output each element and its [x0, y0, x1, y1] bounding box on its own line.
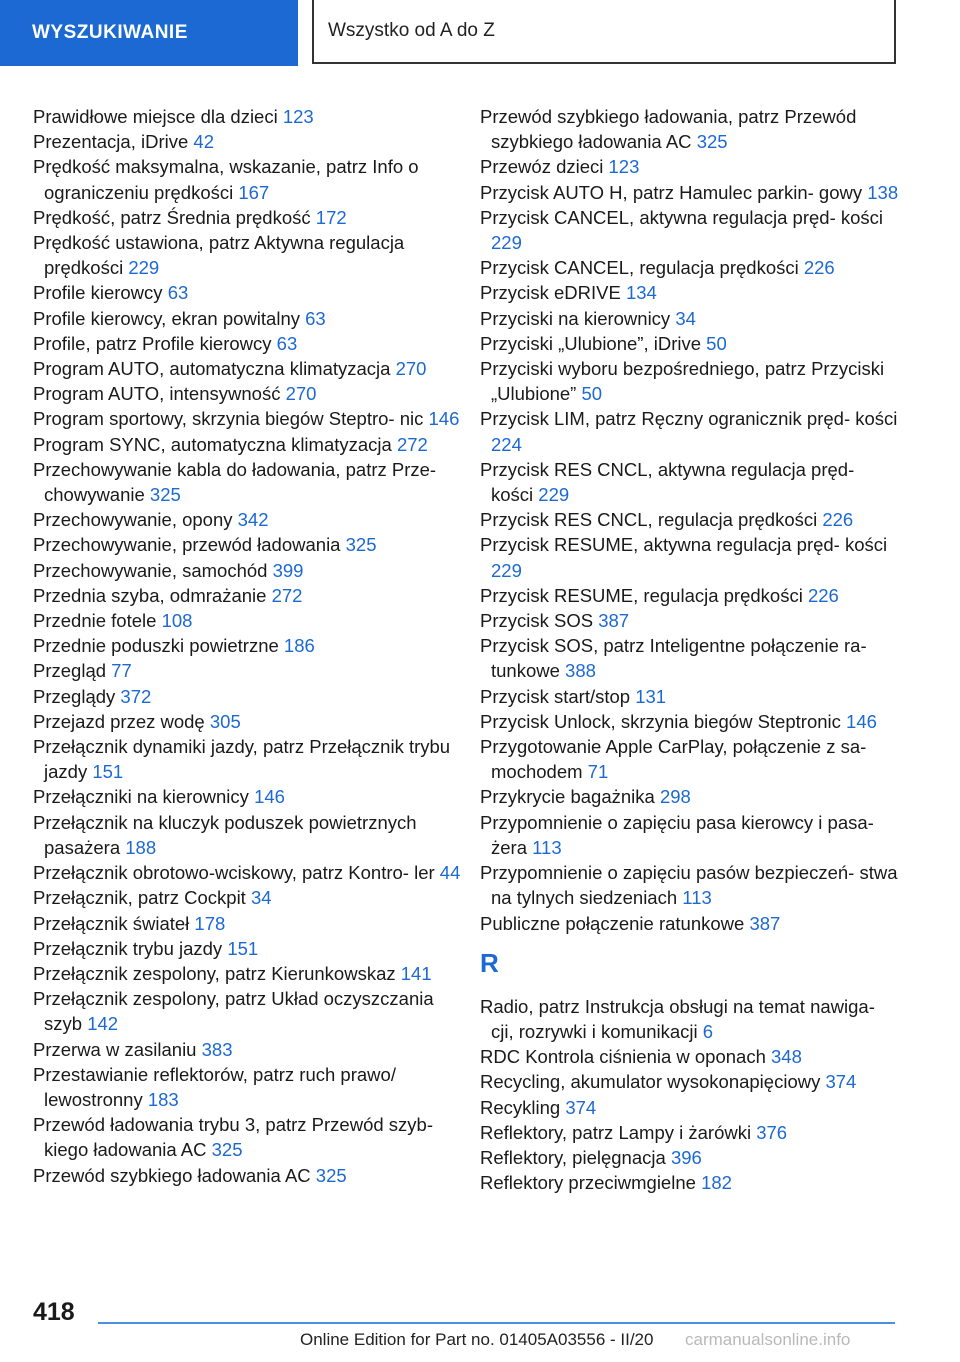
entry-text: Profile kierowcy, ekran powitalny — [33, 307, 306, 329]
page-link[interactable]: 146 — [846, 710, 877, 732]
header — [0, 0, 960, 66]
index-entry — [480, 1095, 900, 1120]
entry-text: Przełącznik trybu jazdy — [33, 937, 228, 959]
index-entry — [480, 1044, 900, 1069]
entry-text: Przycisk AUTO H, patrz Hamulec parkin‐ gowy — [480, 181, 868, 203]
page-link[interactable]: 113 — [682, 887, 712, 909]
entry-text: Przycisk SOS — [480, 610, 599, 632]
page-link[interactable]: 298 — [659, 786, 691, 808]
entry-text: Przełącznik dynamiki jazdy, patrz Przełącznik trybu jazdy — [33, 736, 451, 783]
page-link[interactable]: 270 — [285, 383, 317, 405]
index-entry — [480, 280, 900, 305]
page-link[interactable]: 229 — [491, 232, 522, 254]
index-entry — [33, 230, 463, 280]
page-link[interactable]: 141 — [400, 962, 432, 984]
index-entry — [480, 1170, 900, 1195]
entry-text: Przycisk CANCEL, regulacja prędkości — [480, 257, 804, 279]
watermark: carmanualsonline.info — [685, 1330, 851, 1349]
page-number: 418 — [33, 1298, 75, 1326]
entry-text: Przycisk RESUME, aktywna regulacja pręd‐ kości — [480, 534, 888, 556]
page-link[interactable]: 305 — [209, 710, 241, 732]
page-link[interactable]: 270 — [395, 358, 427, 380]
entry-text: Przycisk eDRIVE — [480, 282, 626, 304]
index-entry — [33, 1062, 463, 1112]
entry-text: Prędkość, patrz Średnia prędkość — [33, 206, 316, 228]
entry-text: Przycisk LIM, patrz Ręczny ogranicznik pręd‐ kości — [480, 408, 898, 430]
entry-text: Prawidłowe miejsce dla dzieci — [33, 106, 283, 127]
page-link[interactable]: 42 — [193, 131, 214, 153]
entry-text: Przednie poduszki powietrzne — [33, 635, 284, 657]
entry-text: RDC Kontrola ciśnienia w oponach — [480, 1046, 772, 1068]
entry-text: Przestawianie reflektorów, patrz ruch prawo/ lewostronny — [33, 1063, 396, 1110]
page-link[interactable]: 376 — [756, 1121, 788, 1143]
entry-text: Przełączniki na kierownicy — [33, 786, 255, 808]
index-entry — [480, 331, 900, 356]
entry-text: Przechowywanie, samochód — [33, 559, 273, 581]
page-link[interactable]: 71 — [587, 761, 609, 783]
entry-text: Przełącznik obrotowo-wciskowy, patrz Kontro‐ ler — [33, 862, 440, 884]
entry-text: Program AUTO, automatyczna klimatyzacja — [33, 358, 396, 380]
index-entry — [480, 784, 900, 809]
index-entry — [33, 734, 463, 784]
page-link[interactable]: 348 — [771, 1046, 802, 1068]
index-entry — [480, 911, 900, 936]
entry-text: Prędkość maksymalna, wskazanie, patrz Info o ograniczeniu prędkości — [33, 156, 419, 203]
index-entry — [33, 104, 463, 129]
page-link[interactable]: 388 — [565, 660, 596, 682]
index-entry — [480, 1145, 900, 1170]
page-link[interactable]: 151 — [92, 761, 124, 783]
index-entry — [33, 684, 463, 709]
page-link[interactable]: 188 — [125, 836, 157, 858]
index-entry — [33, 507, 463, 532]
index-entry — [33, 381, 463, 406]
index-entry — [480, 608, 900, 633]
page-link[interactable]: 325 — [345, 534, 377, 556]
page-link[interactable]: 77 — [111, 660, 132, 682]
entry-text: Profile, patrz Profile kierowcy — [33, 332, 277, 354]
page-link[interactable]: 178 — [194, 912, 226, 934]
index-entry — [33, 911, 463, 936]
entry-text: Przewód ładowania trybu 3, patrz Przewód szyb‐ kiego ładowania AC — [33, 1114, 433, 1161]
entry-text: Przyciski na kierownicy — [480, 307, 676, 329]
index-entry — [33, 633, 463, 658]
index-entry — [33, 608, 463, 633]
entry-text: Przełącznik, patrz Cockpit — [33, 887, 251, 909]
index-entry — [33, 986, 463, 1036]
page-link[interactable]: 182 — [701, 1172, 732, 1194]
page-link[interactable]: 50 — [706, 332, 727, 354]
page-link[interactable]: 172 — [315, 206, 347, 228]
section-letter: R — [480, 947, 499, 978]
page-link[interactable]: 325 — [211, 1139, 243, 1161]
index-entry — [480, 734, 900, 784]
index-entry — [33, 583, 463, 608]
page-link[interactable]: 325 — [315, 1164, 347, 1186]
page-link[interactable]: 113 — [532, 836, 562, 858]
page-link[interactable]: 134 — [625, 282, 657, 304]
page-link[interactable]: 372 — [120, 685, 152, 707]
index-entry — [33, 860, 463, 885]
index-entry — [33, 280, 463, 305]
entry-text: Radio, patrz Instrukcja obsługi na temat nawiga‐ cji, rozrywki i komunikacji — [480, 995, 875, 1042]
index-entry — [33, 936, 463, 961]
entry-text: Recykling — [480, 1096, 566, 1118]
index-entry — [33, 961, 463, 986]
index-entry — [33, 1163, 463, 1188]
entry-text: Przechowywanie kabla do ładowania, patrz Prze‐ chowywanie — [33, 458, 437, 506]
page-link[interactable]: 123 — [608, 156, 640, 178]
page-link[interactable]: 342 — [237, 509, 269, 531]
entry-text: Przechowywanie, przewód ładowania — [33, 534, 346, 556]
entry-text: Przewód szybkiego ładowania AC — [33, 1164, 316, 1186]
index-entry — [480, 457, 900, 507]
index-entry — [480, 994, 900, 1044]
page-link[interactable]: 226 — [803, 257, 835, 279]
index-entry — [33, 406, 463, 431]
index-entry — [480, 255, 900, 280]
index-entry — [480, 507, 900, 532]
index-entry — [33, 558, 463, 583]
page-link[interactable]: 142 — [87, 1013, 119, 1035]
page-link[interactable]: 229 — [538, 484, 570, 506]
entry-text: Przełącznik zespolony, patrz Układ oczyszczania szyb — [33, 988, 434, 1035]
index-entry — [480, 633, 900, 683]
index-entry — [33, 432, 463, 457]
index-entry — [480, 205, 900, 255]
entry-text: Recycling, akumulator wysokonapięciowy — [480, 1071, 826, 1093]
index-entry — [33, 205, 463, 230]
index-entry — [480, 709, 900, 734]
entry-text: Przycisk Unlock, skrzynia biegów Steptronic — [480, 710, 847, 732]
index-entry — [480, 583, 900, 608]
search-tab[interactable]: WYSZUKIWANIE — [0, 0, 298, 66]
page-link[interactable]: 44 — [439, 862, 461, 884]
entry-text: Profile kierowcy — [33, 282, 168, 304]
entry-text: Program SYNC, automatyczna klimatyzacja — [33, 433, 397, 455]
page-link[interactable]: 34 — [250, 887, 272, 909]
index-entry — [480, 1069, 900, 1094]
entry-text: Reflektory, pielęgnacja — [480, 1146, 671, 1168]
index-entry — [480, 154, 900, 179]
index-entry — [33, 784, 463, 809]
entry-text: Przycisk RESUME, regulacja prędkości — [480, 584, 808, 606]
page-link[interactable]: 226 — [822, 509, 854, 531]
entry-text: Przyciski „Ulubione”, iDrive — [480, 332, 707, 354]
index-entry — [33, 356, 463, 381]
entry-text: Przełącznik na kluczyk poduszek powietrznych pasażera — [33, 811, 417, 858]
index-column-left — [33, 104, 463, 1188]
page-link[interactable]: 325 — [149, 484, 181, 506]
page-link[interactable]: 108 — [161, 610, 193, 632]
page-link[interactable]: 229 — [128, 257, 160, 279]
page-link[interactable]: 272 — [396, 433, 428, 455]
footer-divider — [98, 1322, 895, 1324]
entry-text: Przegląd — [33, 660, 112, 682]
index-entry — [33, 532, 463, 557]
page-link[interactable]: 272 — [271, 584, 303, 606]
page-link[interactable]: 387 — [749, 912, 781, 934]
entry-text: Przycisk RES CNCL, regulacja prędkości — [480, 509, 823, 531]
entry-text: Przypomnienie o zapięciu pasów bezpieczeń‐ stwa na tylnych siedzeniach — [480, 862, 898, 909]
page-link[interactable]: 325 — [696, 131, 728, 153]
page-link[interactable]: 396 — [670, 1146, 702, 1168]
entry-text: Publiczne połączenie ratunkowe — [480, 912, 750, 934]
entry-text: Reflektory przeciwmgielne — [480, 1172, 702, 1194]
page-link[interactable]: 224 — [491, 433, 522, 455]
index-entry — [33, 1037, 463, 1062]
page-link[interactable]: 63 — [305, 307, 326, 329]
index-tab[interactable]: Wszystko od A do Z — [312, 0, 896, 64]
page-link[interactable]: 146 — [428, 408, 460, 430]
entry-text: Przełącznik świateł — [33, 912, 195, 934]
entry-text: Przypomnienie o zapięciu pasa kierowcy i pasa‐ żera — [480, 811, 874, 858]
page-link[interactable]: 123 — [282, 106, 314, 127]
page-link[interactable]: 374 — [565, 1096, 597, 1118]
edition-text: Online Edition for Part no. 01405A03556 - II/20 — [300, 1330, 654, 1349]
page-link[interactable]: 183 — [147, 1088, 179, 1110]
entry-text: Przycisk CANCEL, aktywna regulacja pręd‐ kości — [480, 206, 884, 228]
entry-text: Przednie fotele — [33, 610, 162, 632]
page-link[interactable]: 151 — [227, 937, 259, 959]
page-link[interactable]: 226 — [807, 584, 839, 606]
entry-text: Przygotowanie Apple CarPlay, połączenie z sa‐ mochodem — [480, 736, 867, 783]
page-link[interactable]: 374 — [825, 1071, 857, 1093]
page-link[interactable]: 63 — [167, 282, 189, 304]
entry-text: Prędkość ustawiona, patrz Aktywna regulacja prędkości — [33, 232, 405, 279]
index-entry — [480, 356, 900, 406]
index-column-right — [480, 104, 900, 1195]
entry-text: Przejazd przez wodę — [33, 710, 210, 732]
entry-text: Przykrycie bagażnika — [480, 786, 660, 808]
index-entry — [480, 684, 900, 709]
index-entry — [33, 885, 463, 910]
entry-text: Przyciski wyboru bezpośredniego, patrz Przyciski „Ulubione” — [480, 358, 885, 405]
page-link[interactable]: 50 — [581, 383, 603, 405]
index-entry — [33, 810, 463, 860]
page-link[interactable]: 146 — [254, 786, 285, 808]
page-link[interactable]: 138 — [867, 181, 899, 203]
page-link[interactable]: 399 — [272, 559, 304, 581]
entry-text: Przewóz dzieci — [480, 156, 609, 178]
entry-text: Prezentacja, iDrive — [33, 131, 194, 153]
page-link[interactable]: 34 — [675, 307, 696, 329]
entry-text: Przeglądy — [33, 685, 121, 707]
entry-text: Przechowywanie, opony — [33, 509, 238, 531]
page-link[interactable]: 131 — [635, 685, 667, 707]
index-entry — [480, 532, 900, 582]
entry-text: Przednia szyba, odmrażanie — [33, 584, 272, 606]
index-entry — [480, 810, 900, 860]
index-entry — [480, 406, 900, 456]
entry-text: Przycisk RES CNCL, aktywna regulacja pręd‐ kości — [480, 458, 855, 506]
index-entry — [33, 154, 463, 204]
index-entry — [33, 457, 463, 507]
page-link[interactable]: 387 — [598, 610, 630, 632]
entry-text: Przerwa w zasilaniu — [33, 1038, 202, 1060]
index-entry — [33, 709, 463, 734]
entry-text: Program AUTO, intensywność — [33, 383, 286, 405]
page-link[interactable]: 167 — [238, 181, 270, 203]
page-link[interactable]: 186 — [283, 635, 315, 657]
index-entry — [480, 104, 900, 154]
index-entry — [33, 306, 463, 331]
index-entry — [33, 331, 463, 356]
page-link[interactable]: 383 — [201, 1038, 233, 1060]
entry-text: Przycisk start/stop — [480, 685, 636, 707]
entry-text: Reflektory, patrz Lampy i żarówki — [480, 1121, 757, 1143]
index-entry — [33, 1112, 463, 1162]
index-entry — [33, 658, 463, 683]
page-link[interactable]: 229 — [491, 559, 522, 581]
entry-text: Przełącznik zespolony, patrz Kierunkowskaz — [33, 962, 401, 984]
entry-text: Przewód szybkiego ładowania, patrz Przewód szybkiego ładowania AC — [480, 106, 857, 153]
index-entry — [33, 129, 463, 154]
index-entry — [480, 1120, 900, 1145]
index-entry — [480, 306, 900, 331]
index-entry — [480, 180, 900, 205]
entry-text: Przycisk SOS, patrz Inteligentne połączenie ra‐ tunkowe — [480, 635, 867, 682]
page-link[interactable]: 63 — [276, 332, 298, 354]
index-entry — [480, 860, 900, 910]
page-link[interactable]: 6 — [702, 1020, 714, 1042]
entry-text: Program sportowy, skrzynia biegów Steptro‐ nic — [33, 408, 429, 430]
